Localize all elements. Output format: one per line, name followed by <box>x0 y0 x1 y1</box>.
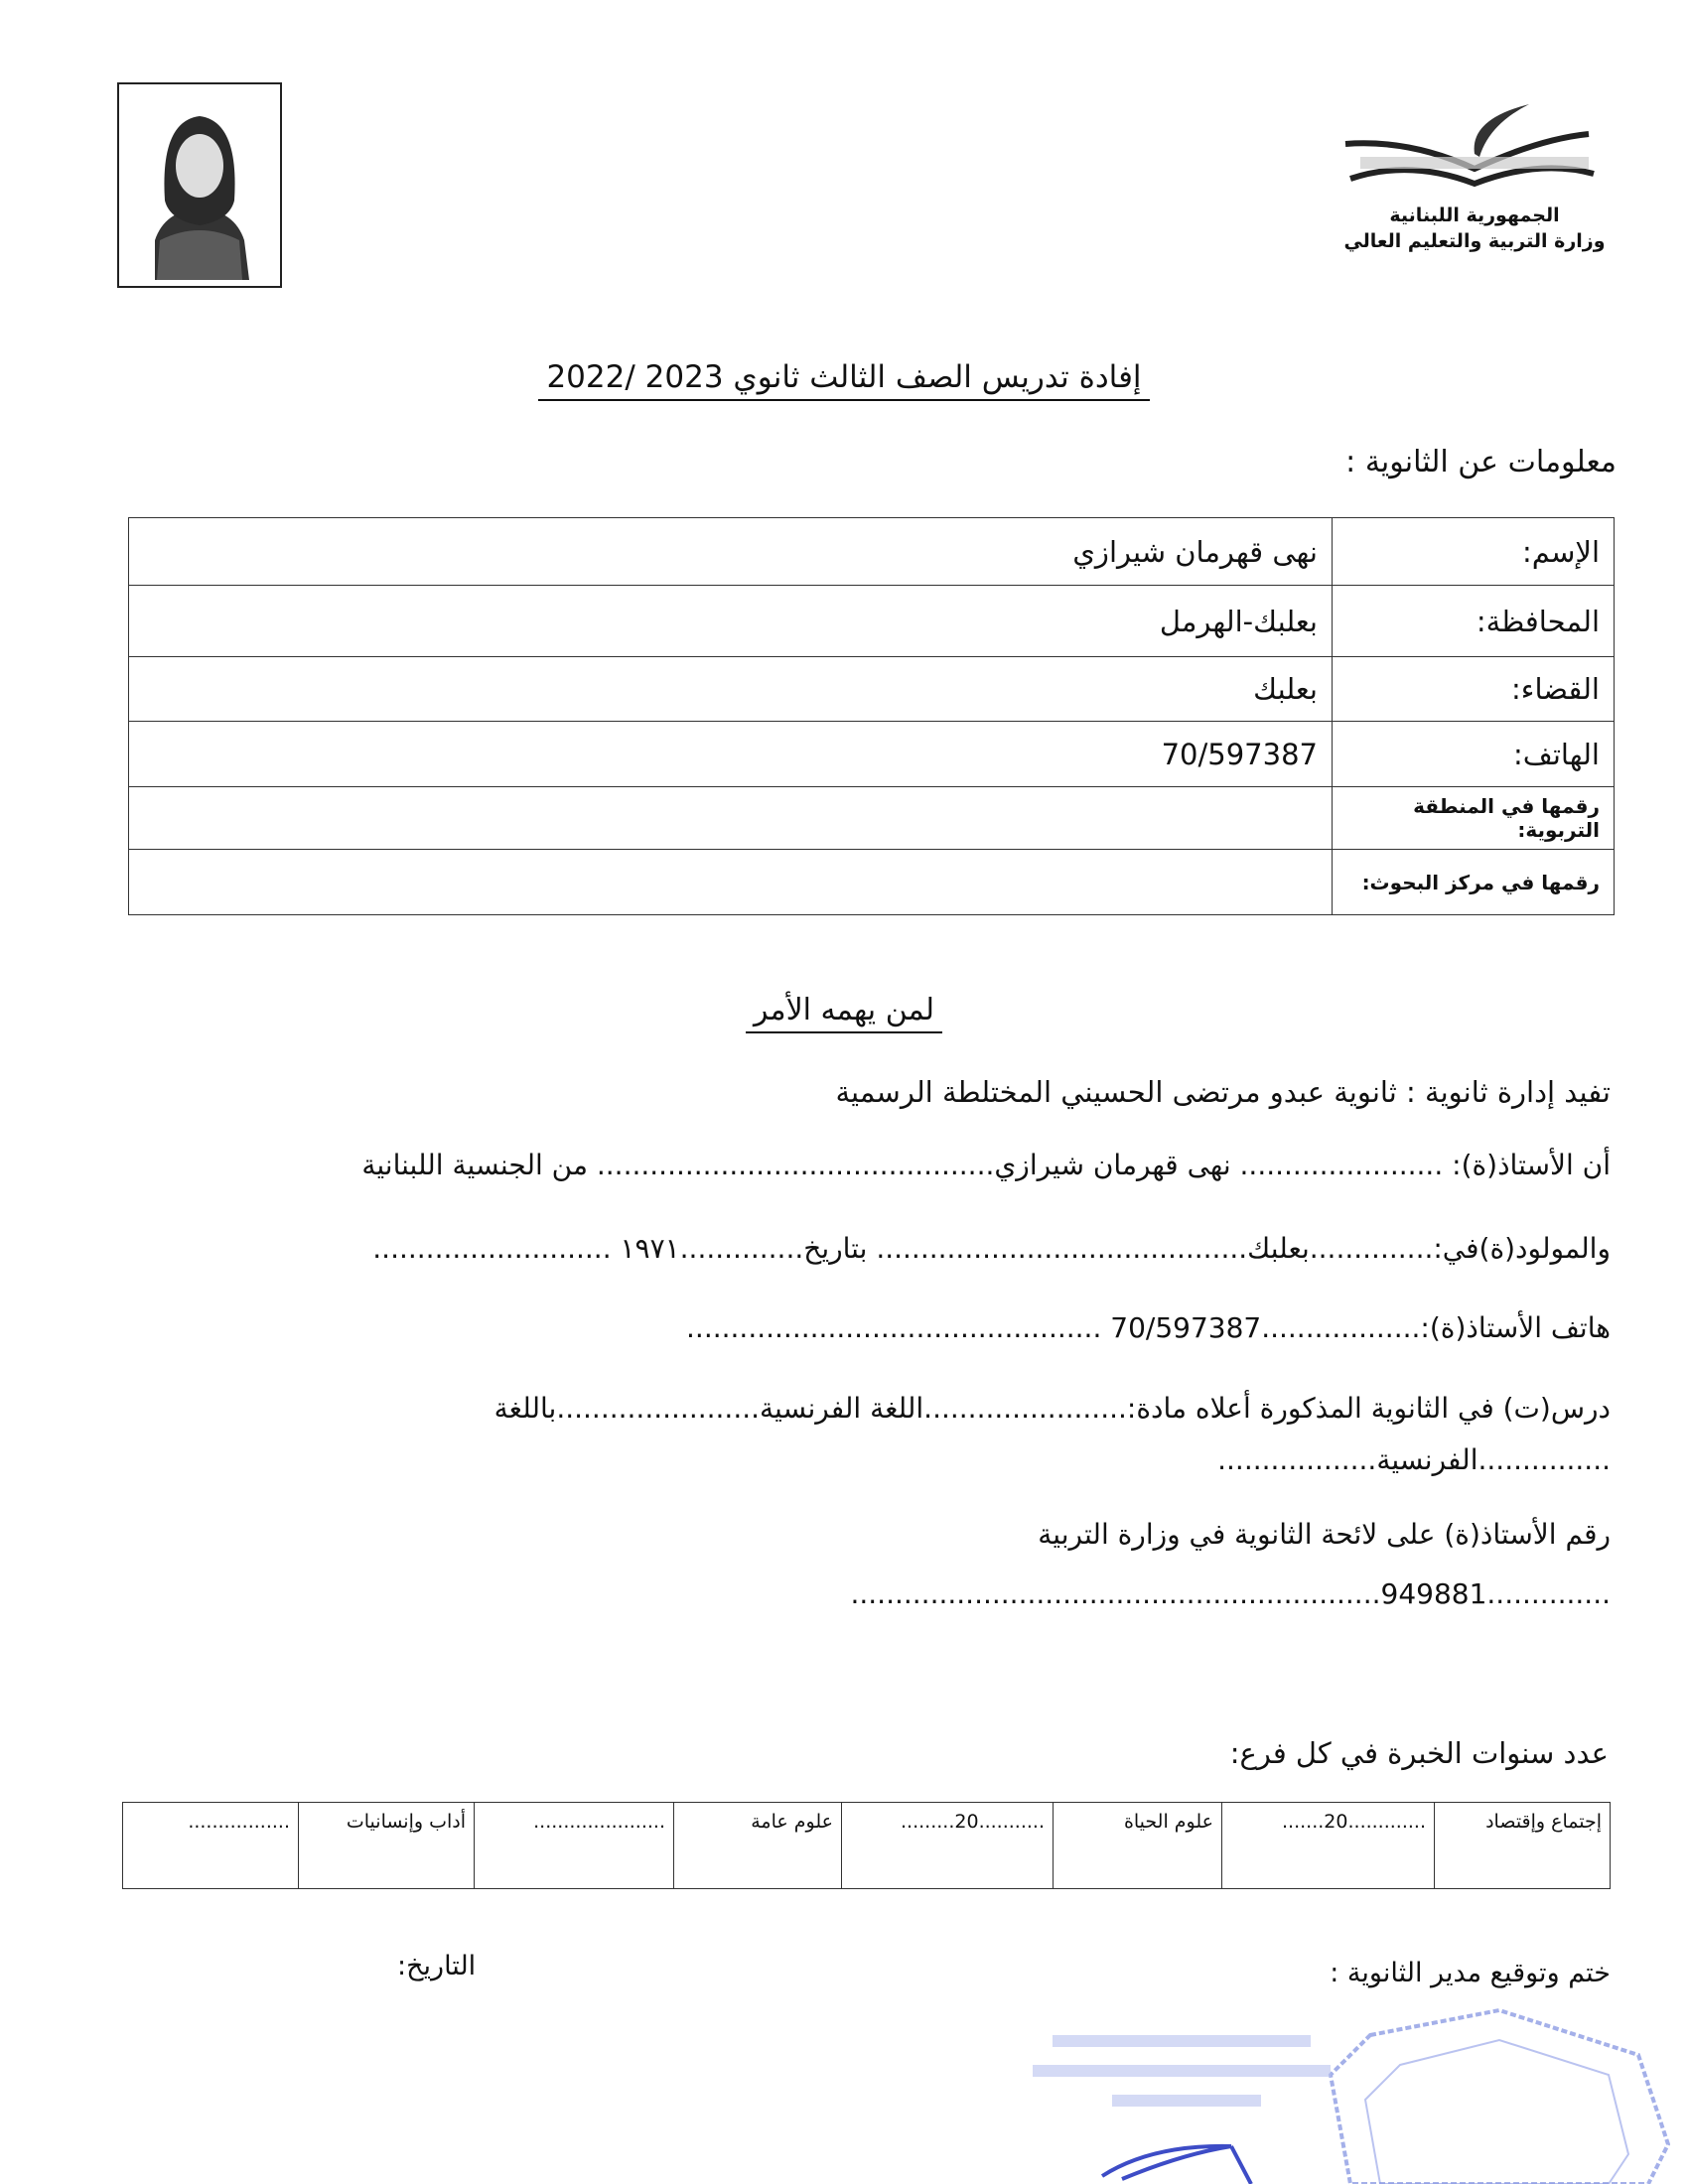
ministry-name-line2: وزارة التربية والتعليم العالي <box>1343 230 1606 252</box>
row-label: الإسم: <box>1333 518 1615 586</box>
row-value <box>129 787 1333 850</box>
table-row <box>123 1803 1611 1889</box>
exp-cell: ...................... <box>475 1803 674 1889</box>
row-value <box>129 850 1333 915</box>
signature-label: ختم وتوقيع مدير الثانوية : <box>1330 1958 1611 1988</box>
ministry-logo <box>1331 99 1618 258</box>
to-whom-heading: لمن يهمه الأمر <box>0 993 1688 1027</box>
cert-line-number: رقم الأستاذ(ة) على لائحة الثانوية في وزارة التربية <box>1038 1518 1611 1551</box>
row-value: بعلبك <box>129 657 1333 722</box>
exp-cell: علوم الحياة <box>1054 1803 1222 1889</box>
open-book-logo-icon <box>1331 99 1618 199</box>
table-row <box>129 518 1615 586</box>
row-label: رقمها في مركز البحوث: <box>1333 850 1615 915</box>
table-row <box>129 722 1615 787</box>
exp-cell: .............20....... <box>1222 1803 1435 1889</box>
table-row <box>129 657 1615 722</box>
experience-table <box>122 1802 1611 1889</box>
experience-heading: عدد سنوات الخبرة في كل فرع: <box>1229 1736 1609 1770</box>
exp-cell: ................. <box>123 1803 299 1889</box>
row-label: رقمها في المنطقة التربوية: <box>1333 787 1615 850</box>
table-row <box>129 586 1615 657</box>
school-info-heading: معلومات عن الثانوية : <box>1345 445 1617 479</box>
portrait-icon <box>125 91 274 280</box>
row-value: نهى قهرمان شيرازي <box>129 518 1333 586</box>
cert-line-school: تفيد إدارة ثانوية : ثانوية عبدو مرتضى الحسيني المختلطة الرسمية <box>835 1075 1611 1109</box>
document-title: إفادة تدريس الصف الثالث ثانوي 2023 /2022 <box>0 359 1688 395</box>
exp-cell: أداب وإنسانيات <box>299 1803 475 1889</box>
row-label: القضاء: <box>1333 657 1615 722</box>
cert-line-number-value: ..............949881............................................................ <box>850 1577 1611 1610</box>
cert-line-subject: درس(ت) في الثانوية المذكورة أعلاه مادة:.......................اللغة الفرنسية.......................باللغة <box>493 1392 1611 1425</box>
cert-line-phone: هاتف الأستاذ(ة):..................70/597387 ............................................... <box>686 1311 1611 1344</box>
school-info-table <box>128 517 1615 915</box>
cert-line-teacher: أن الأستاذ(ة): ....................... نهى قهرمان شيرازي............................................. من الجنسية اللبنانية <box>361 1149 1611 1181</box>
row-value: بعلبك-الهرمل <box>129 586 1333 657</box>
date-label: التاريخ: <box>397 1951 477 1981</box>
exp-cell: علوم عامة <box>674 1803 842 1889</box>
row-label: المحافظة: <box>1333 586 1615 657</box>
row-label: الهاتف: <box>1333 722 1615 787</box>
row-value: 70/597387 <box>129 722 1333 787</box>
table-row <box>129 787 1615 850</box>
cert-line-subject-cont: ...............الفرنسية.................. <box>1217 1443 1611 1476</box>
teacher-photo <box>117 82 282 288</box>
table-row <box>129 850 1615 915</box>
school-stamp-icon <box>1033 2005 1688 2184</box>
exp-cell: ...........20......... <box>842 1803 1054 1889</box>
exp-cell: إجتماع وإقتصاد <box>1435 1803 1611 1889</box>
cert-line-birth: والمولود(ة)في:..............بعلبك.......................................... بتاريخ..............١٩٧١ ........................... <box>372 1232 1611 1265</box>
ministry-name-line1: الجمهورية اللبنانية <box>1389 205 1560 226</box>
